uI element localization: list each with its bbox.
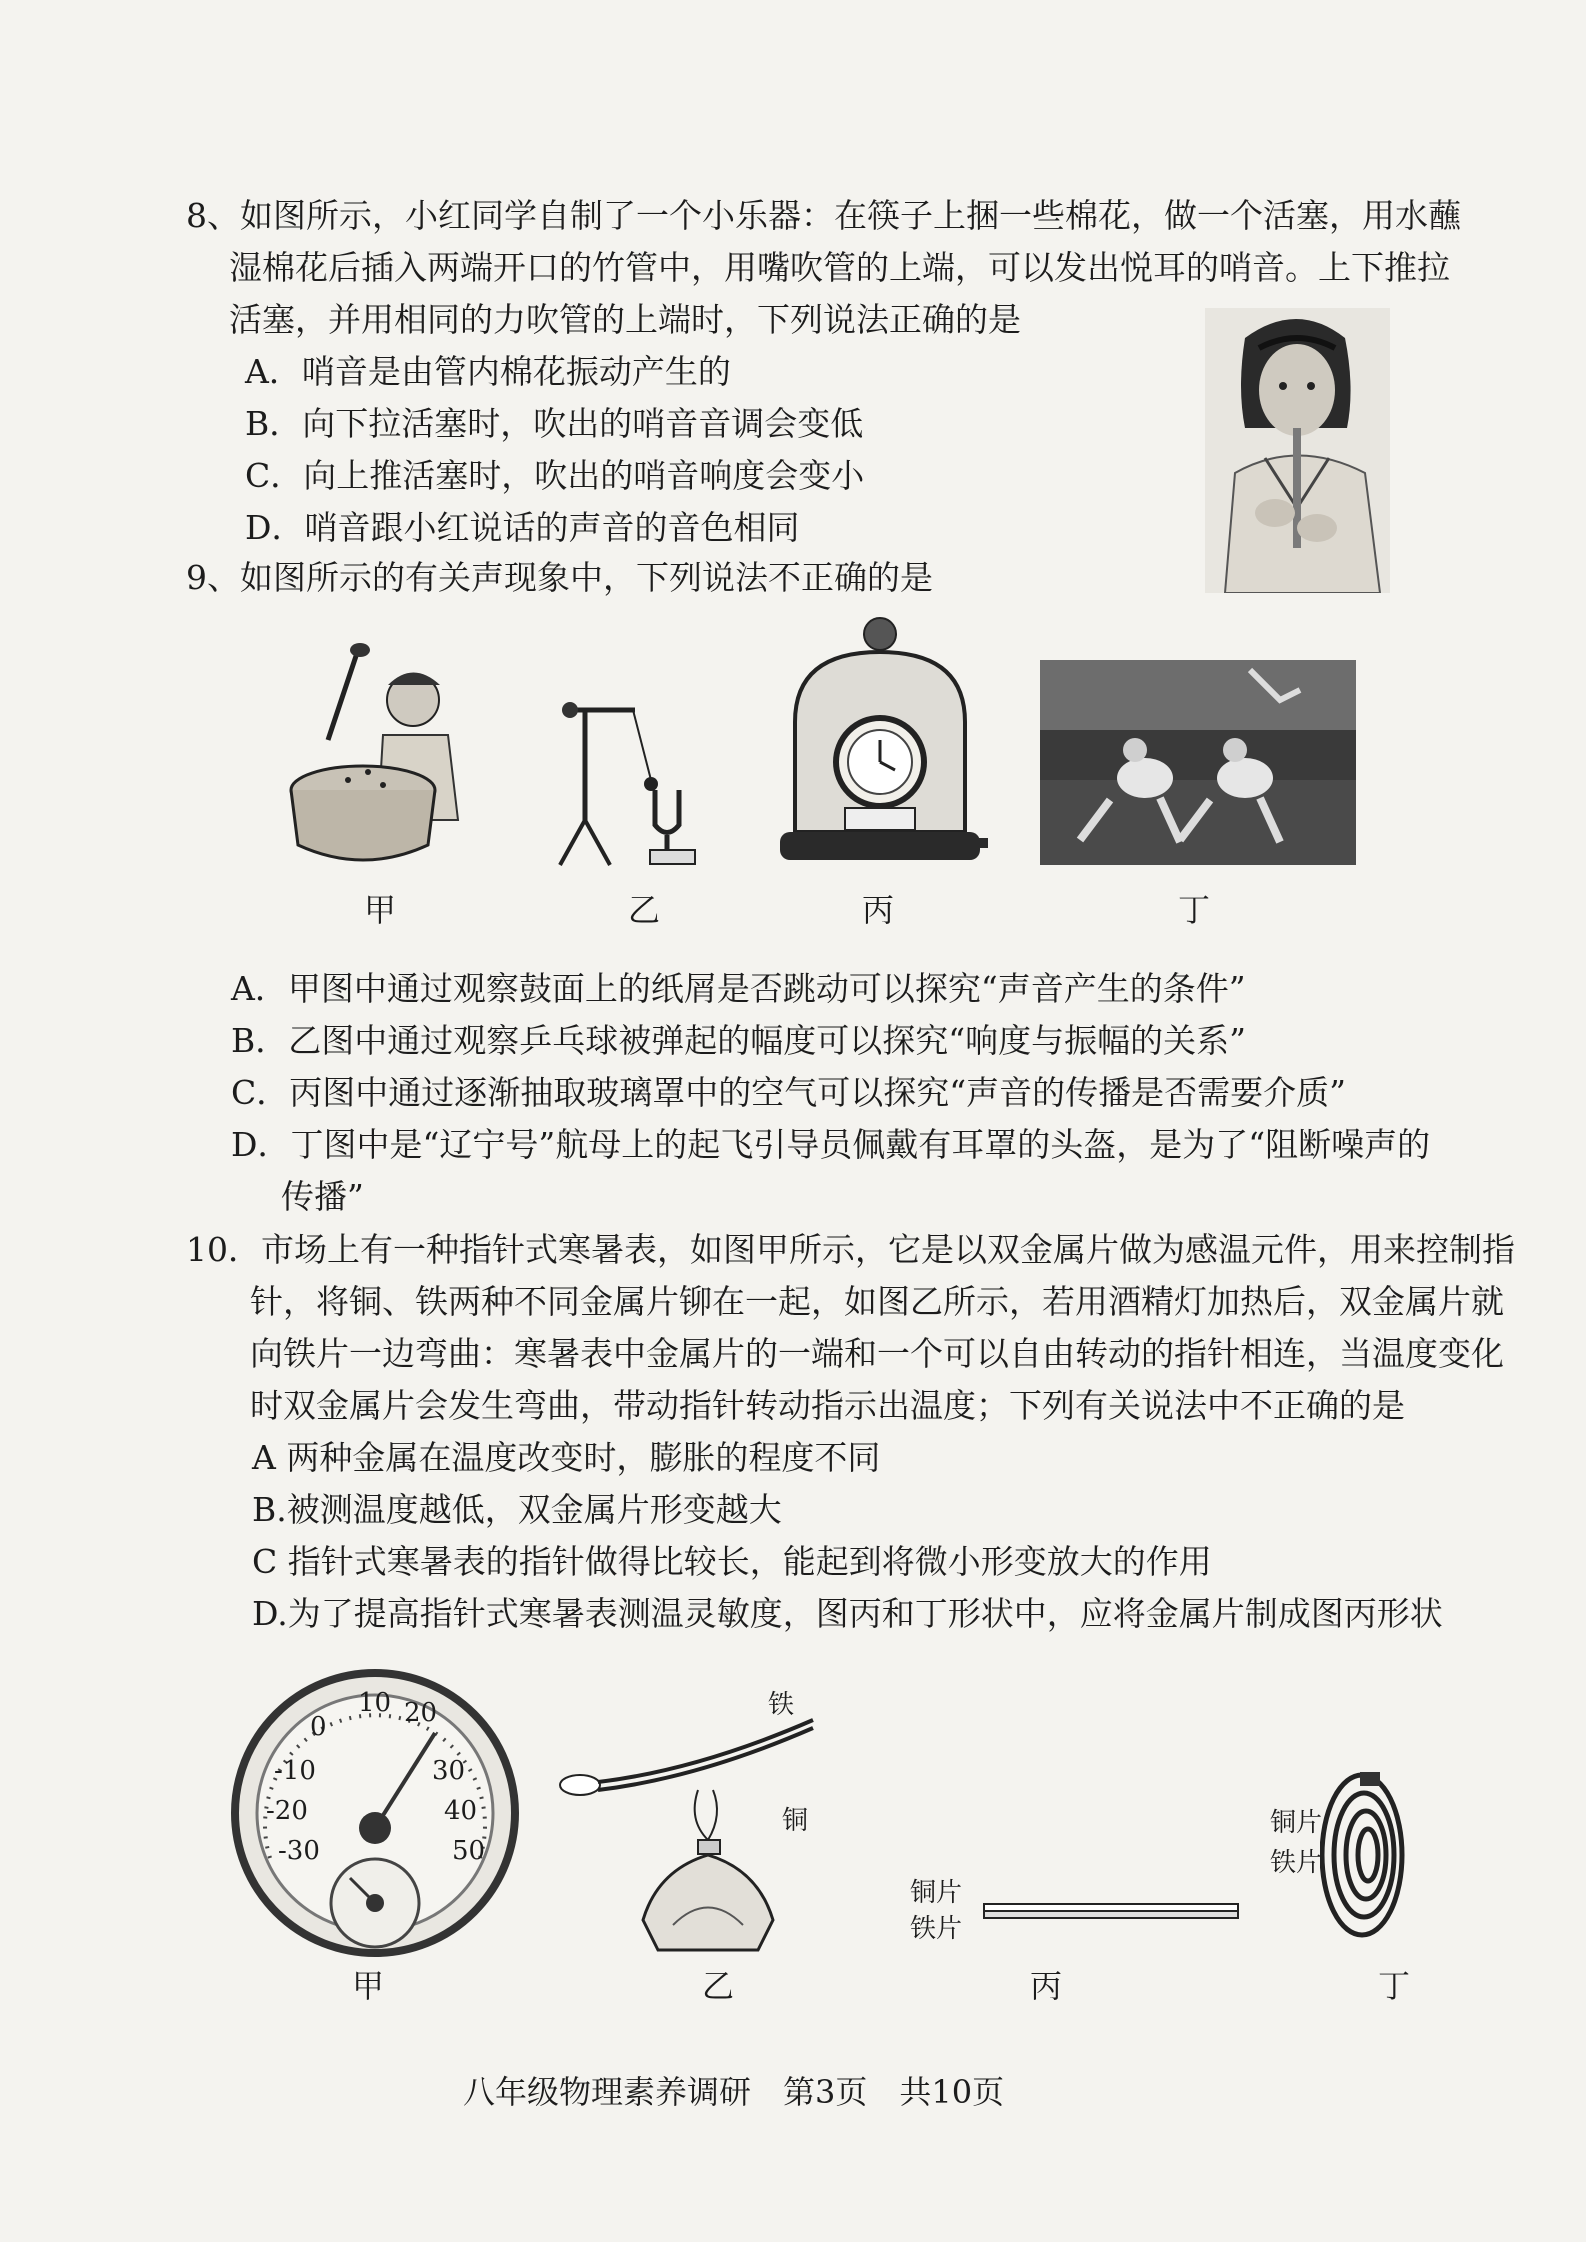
q8-stem-line-2: 湿棉花后插入两端开口的竹管中，用嘴吹管的上端，可以发出悦耳的哨音。上下推拉 [229,248,1450,287]
q10-figure-straight-strip [910,1878,1250,1950]
q10-stem-line-1: 10．市场上有一种指针式寒暑表，如图甲所示，它是以双金属片做为感温元件，用来控制指 [186,1230,1515,1269]
q8-option-b: B．向下拉活塞时，吹出的哨音音调会变低 [245,404,864,443]
thermometer-scale-0: 0 [310,1712,327,1742]
q10-caption-ding: 丁 [1378,1967,1411,2005]
q10-stem-line-3: 向铁片一边弯曲：寒暑表中金属片的一端和一个可以自由转动的指针相连，当温度变化 [250,1334,1504,1373]
q8-stem-line-3: 活塞，并用相同的力吹管的上端时，下列说法正确的是 [229,300,1021,339]
q9-caption-bing: 丙 [862,891,895,929]
thermometer-scale-40: 40 [444,1796,478,1826]
q10-caption-yi: 乙 [702,1967,735,2005]
thermometer-scale-50: 50 [452,1836,486,1866]
straight-bimetal-strip [982,1902,1242,1922]
q9-figure-aircraft-carrier [1040,660,1356,865]
q9-figure-drum [288,640,488,870]
thermometer-scale-minus-30: -30 [278,1836,320,1866]
thermometer-scale-20: 20 [404,1698,438,1728]
q9-option-c: C．丙图中通过逐渐抽取玻璃罩中的空气可以探究“声音的传播是否需要介质” [231,1073,1346,1112]
q9-caption-yi: 乙 [628,891,661,929]
q8-option-a: A．哨音是由管内棉花振动产生的 [245,352,731,391]
label-copper-strip-spiral: 铜片 [1270,1808,1323,1838]
q8-option-c: C．向上推活塞时，吹出的哨音响度会变小 [245,456,865,495]
q9-caption-ding: 丁 [1178,891,1211,929]
q10-option-c: C 指针式寒暑表的指针做得比较长，能起到将微小形变放大的作用 [252,1542,1212,1581]
q10-option-b: B.被测温度越低，双金属片形变越大 [252,1490,782,1529]
q10-stem-line-2: 针，将铜、铁两种不同金属片铆在一起，如图乙所示，若用酒精灯加热后，双金属片就 [250,1282,1504,1321]
thermometer-scale-10: 10 [358,1688,392,1718]
q10-figure-spiral-strip [1270,1760,1410,1960]
q9-option-d-continued: 传播” [281,1177,364,1216]
q9-option-d: D．丁图中是“辽宁号”航母上的起飞引导员佩戴有耳罩的头盔，是为了“阻断噪声的 [231,1125,1431,1164]
q9-option-a: A．甲图中通过观察鼓面上的纸屑是否跳动可以探究“声音产生的条件” [231,969,1246,1008]
q10-option-d: D.为了提高指针式寒暑表测温灵敏度，图丙和丁形状中，应将金属片制成图丙形状 [252,1594,1443,1633]
thermometer-scale-minus-20: -20 [266,1796,308,1826]
q10-stem-line-4: 时双金属片会发生弯曲，带动指针转动指示出温度；下列有关说法中不正确的是 [250,1386,1405,1425]
label-iron-strip: 铁片 [910,1914,963,1944]
q10-caption-jia: 甲 [352,1967,385,2005]
q8-option-d: D．哨音跟小红说话的声音的音色相同 [245,508,800,547]
q10-figure-alcohol-lamp [548,1690,838,1955]
label-iron: 铁 [768,1690,795,1720]
label-iron-strip-spiral: 铁片 [1270,1848,1323,1878]
q8-stem-line-1: 8、如图所示，小红同学自制了一个小乐器：在筷子上捆一些棉花，做一个活塞，用水蘸 [186,196,1461,235]
q10-caption-bing: 丙 [1030,1967,1063,2005]
q9-stem: 9、如图所示的有关声现象中，下列说法不正确的是 [186,558,933,597]
q8-girl-photo [1205,308,1390,593]
q9-figure-tuning-fork [555,700,715,870]
thermometer-scale-minus-10: -10 [274,1756,316,1786]
page-footer: 八年级物理素养调研 第3页 共10页 [463,2073,1005,2111]
q10-figure-dial-thermometer [230,1668,520,1958]
q10-option-a: A 两种金属在温度改变时，膨胀的程度不同 [252,1438,881,1477]
label-copper: 铜 [782,1806,809,1836]
spiral-bimetal-coil [1320,1760,1410,1940]
label-copper-strip: 铜片 [910,1878,963,1908]
q9-figure-bell-jar [775,612,990,872]
q9-option-b: B．乙图中通过观察乒乓球被弹起的幅度可以探究“响度与振幅的关系” [231,1021,1246,1060]
thermometer-scale-30: 30 [432,1756,466,1786]
q9-caption-jia: 甲 [364,891,397,929]
